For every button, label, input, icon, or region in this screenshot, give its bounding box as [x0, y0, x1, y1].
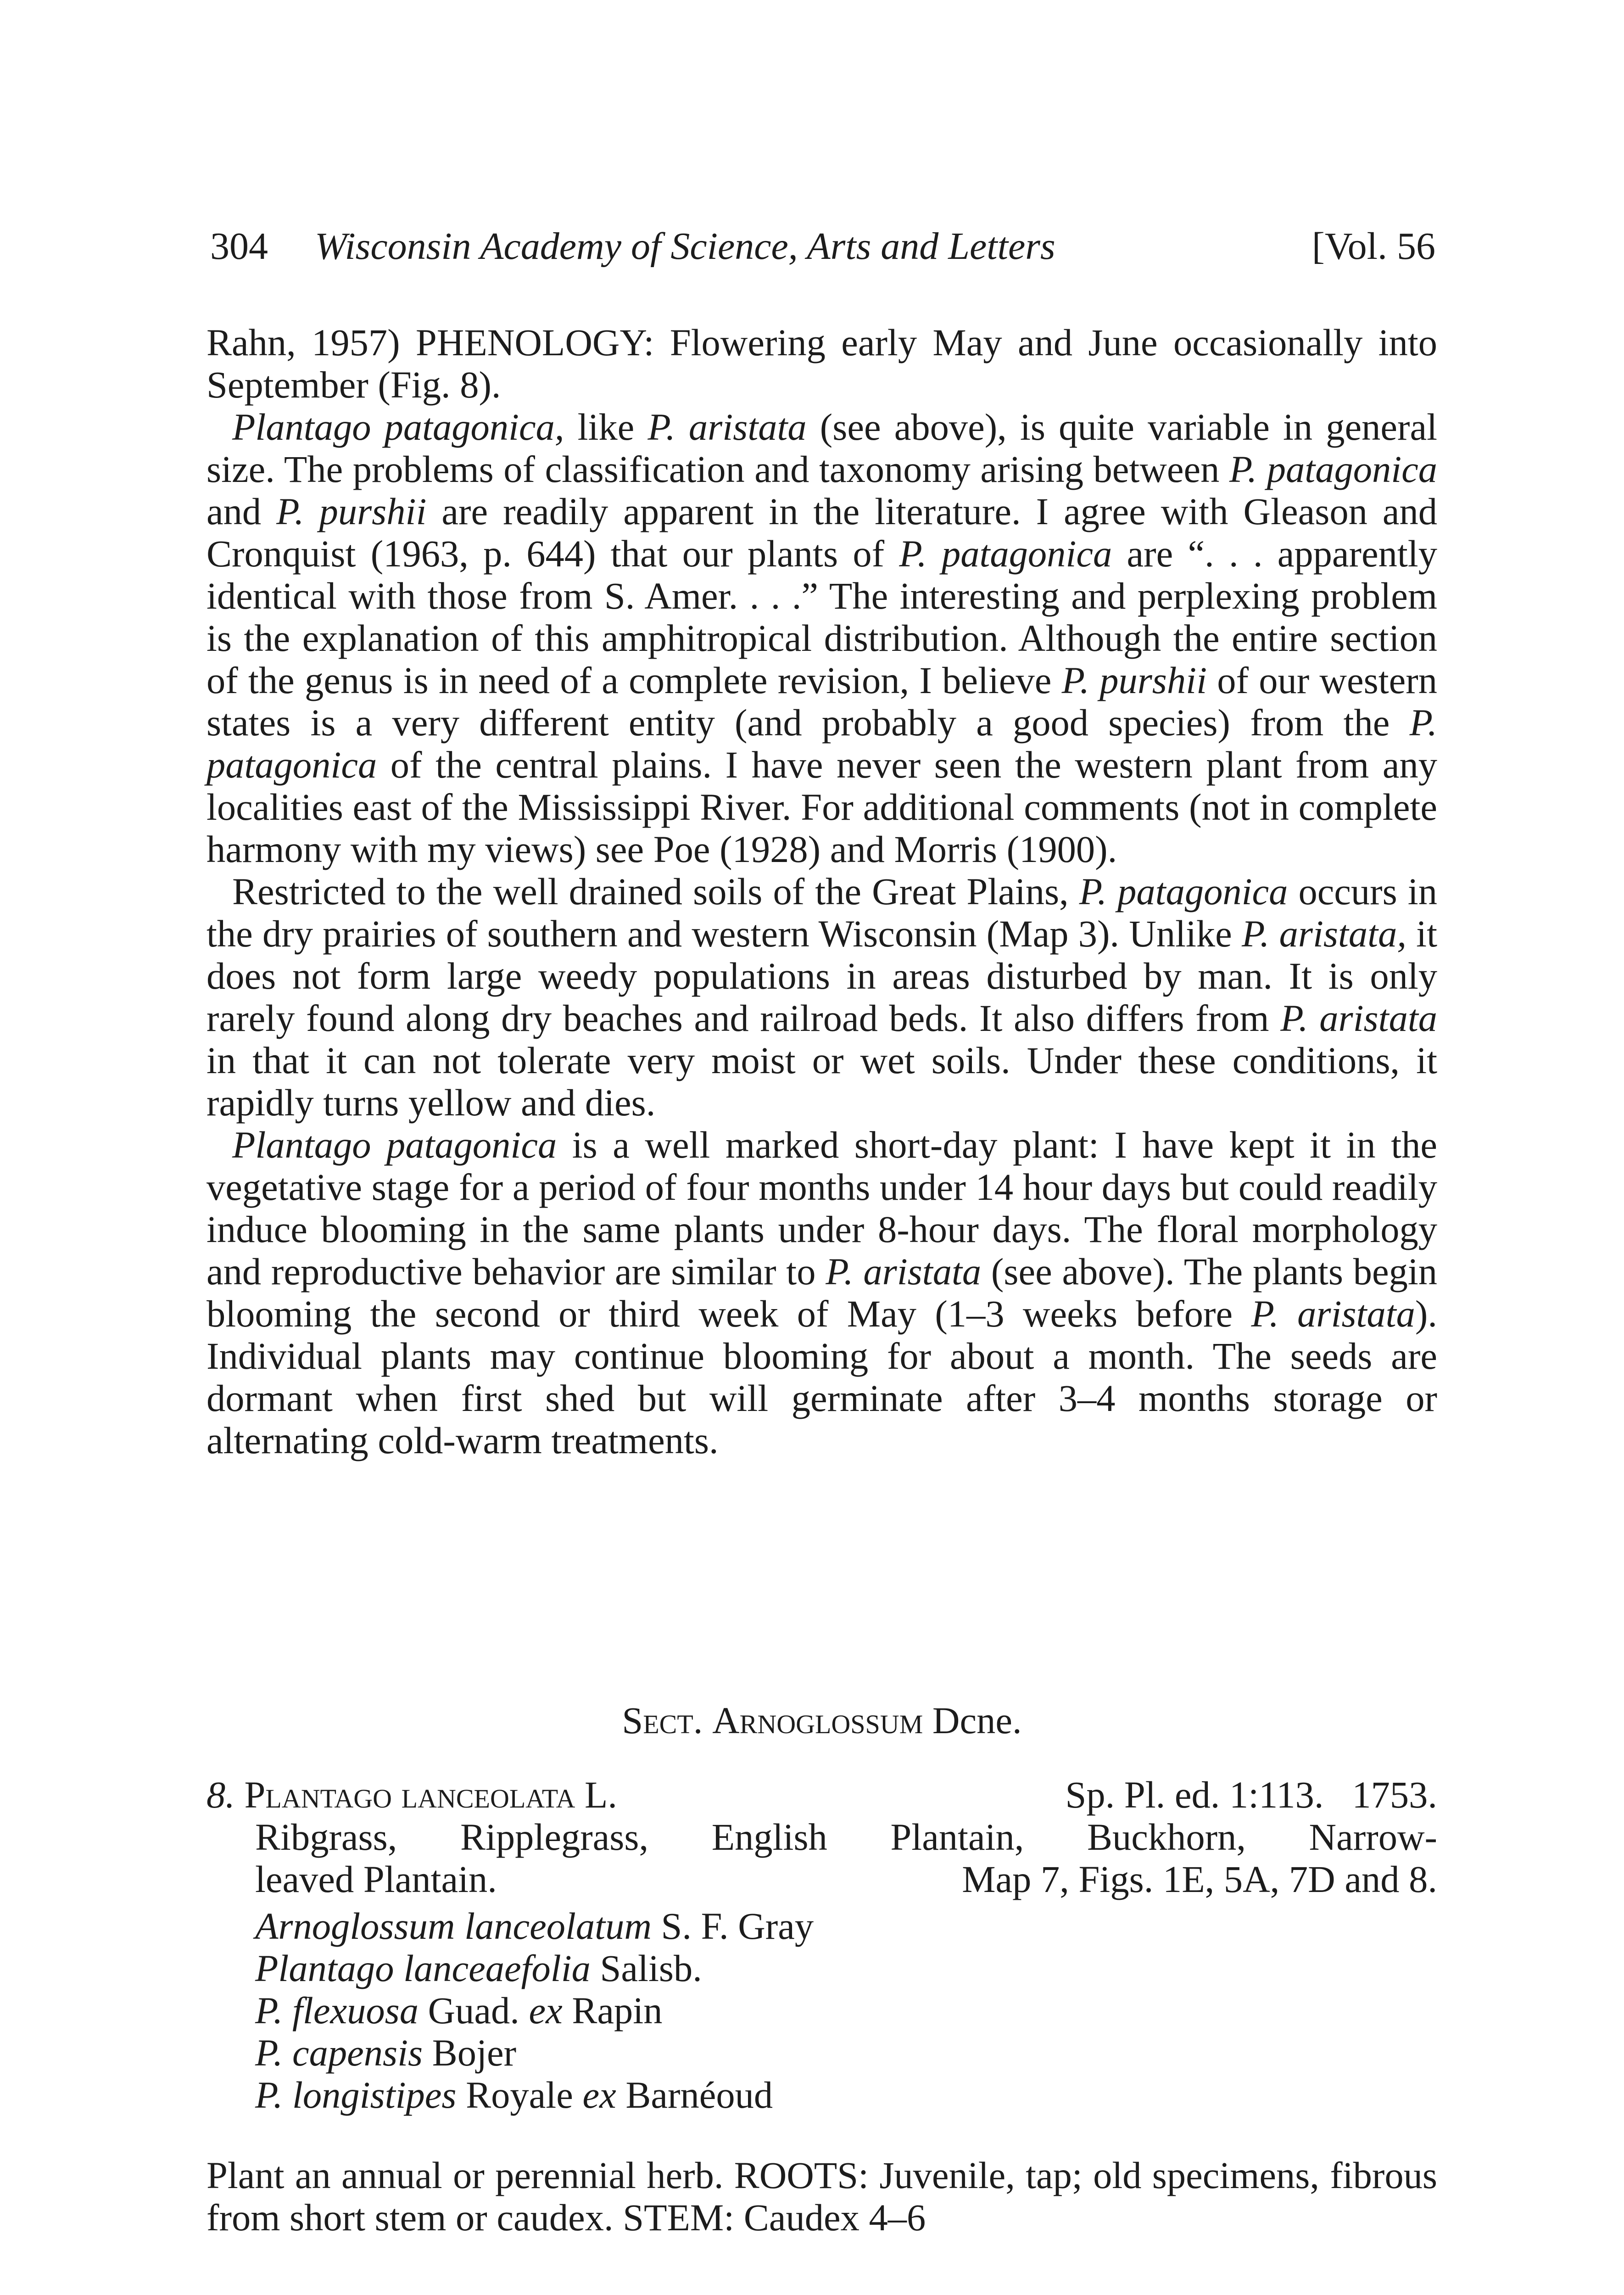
body-text — [206, 321, 1437, 1461]
taxon-name: P. aristata — [647, 406, 807, 448]
taxon-name: P. patagonica — [899, 532, 1112, 575]
taxon-name: P. purshii — [1061, 659, 1207, 701]
synonym-list — [255, 1905, 814, 2116]
volume-label: [Vol. 56 — [1311, 225, 1435, 268]
journal-title: Wisconsin Academy of Science, Arts and Letters — [315, 225, 1055, 268]
paragraph-variability: Plantago patagonica, like P. aristata (see above), is quite variable in general size. The problems of classification and taxonomy arising between P. patagonica and P. purshii are readily apparent in the literature. I agree with Gleason and Cronquist (1963, p. 644) that our plants of P. patagonica are “. . . apparently identical with those from S. Amer. . . .” The interesting and perplexing problem is the explanation of this amphitropical distribution. Although the entire section of the genus is in need of a complete revision, I believe P. purshii of our western states is a very different entity (and probably a good species) from the P. patagonica of the central plains. I have never seen the western plant from any localities east of the Mississippi River. For additional comments (not in complete harmony with my views) see Poe (1928) and Morris (1900). — [206, 406, 1437, 870]
map-figure-references: Map 7, Figs. 1E, 5A, 7D and 8. — [962, 1858, 1437, 1900]
taxon-name: P. aristata — [826, 1250, 982, 1293]
section-heading: Sect. Arnoglossum Dcne. — [622, 1699, 1022, 1741]
taxon-name: P. patagonica — [206, 701, 1437, 786]
synonym: P. longistipes Royale ex Barnéoud — [255, 2074, 773, 2116]
taxon-name: Plantago patagonica, — [232, 406, 564, 448]
synonym: Plantago lanceaefolia Salisb. — [255, 1947, 702, 1989]
taxon-name: P. aristata, — [1242, 912, 1406, 955]
synonym: P. flexuosa Guad. ex Rapin — [255, 1989, 663, 2032]
taxon-name: P. aristata — [1280, 997, 1438, 1039]
synonym: P. capensis Bojer — [255, 2032, 517, 2074]
taxon-name: Plantago patagonica — [232, 1124, 557, 1166]
paragraph-distribution: Restricted to the well drained soils of the Great Plains, P. patagonica occurs in the dry prairies of southern and western Wisconsin (Map 3). Unlike P. aristata, it does not form large weedy populations in areas disturbed by man. It is only rarely found along dry beaches and railroad beds. It also differs from P. aristata in that it can not tolerate very moist or wet soils. Under these conditions, it rapidly turns yellow and dies. — [206, 870, 1438, 1124]
species-description: Plant an annual or perennial herb. ROOTS: Juvenile, tap; old specimens, fibrous from short stem or caudex. STEM: Caudex 4–6 — [206, 2154, 1437, 2239]
taxon-name: P. patagonica — [1079, 870, 1288, 912]
taxon-name: P. purshii — [276, 490, 427, 532]
taxon-name: P. patagonica — [1229, 448, 1437, 490]
common-names: Ribgrass, Ripplegrass, English Plantain, Buckhorn, Narrow- — [255, 1816, 1437, 1858]
page-number: 304 — [210, 225, 268, 268]
taxon-name: P. aristata — [1251, 1293, 1415, 1335]
running-header — [210, 224, 1435, 274]
paragraph-phenology: Rahn, 1957) PHENOLOGY: Flowering early May and June occasionally into September (Fig. 8). — [206, 321, 1437, 406]
entry-number: 8. — [206, 1774, 235, 1816]
common-names-line-2: leaved Plantain. Map 7, Figs. 1E, 5A, 7D and 8. — [255, 1858, 1437, 1900]
species-entry-heading — [206, 1774, 1437, 1816]
synonym: Arnoglossum lanceolatum S. F. Gray — [255, 1905, 814, 1947]
species-name: Plantago lanceolata L. — [244, 1774, 618, 1816]
paragraph-photoperiod: Plantago patagonica is a well marked short-day plant: I have kept it in the vegetative stage for a period of four months under 14 hour days but could readily induce blooming in the same plants under 8-hour days. The floral morphology and reproductive behavior are similar to P. aristata (see above). The plants begin blooming the second or third week of May (1–3 weeks before P. aristata). Individual plants may continue blooming for about a month. The seeds are dormant when first shed but will germinate after 3–4 months storage or alternating cold-warm treatments. — [206, 1124, 1438, 1461]
species-citation: Sp. Pl. ed. 1:113. 1753. — [1065, 1774, 1437, 1816]
